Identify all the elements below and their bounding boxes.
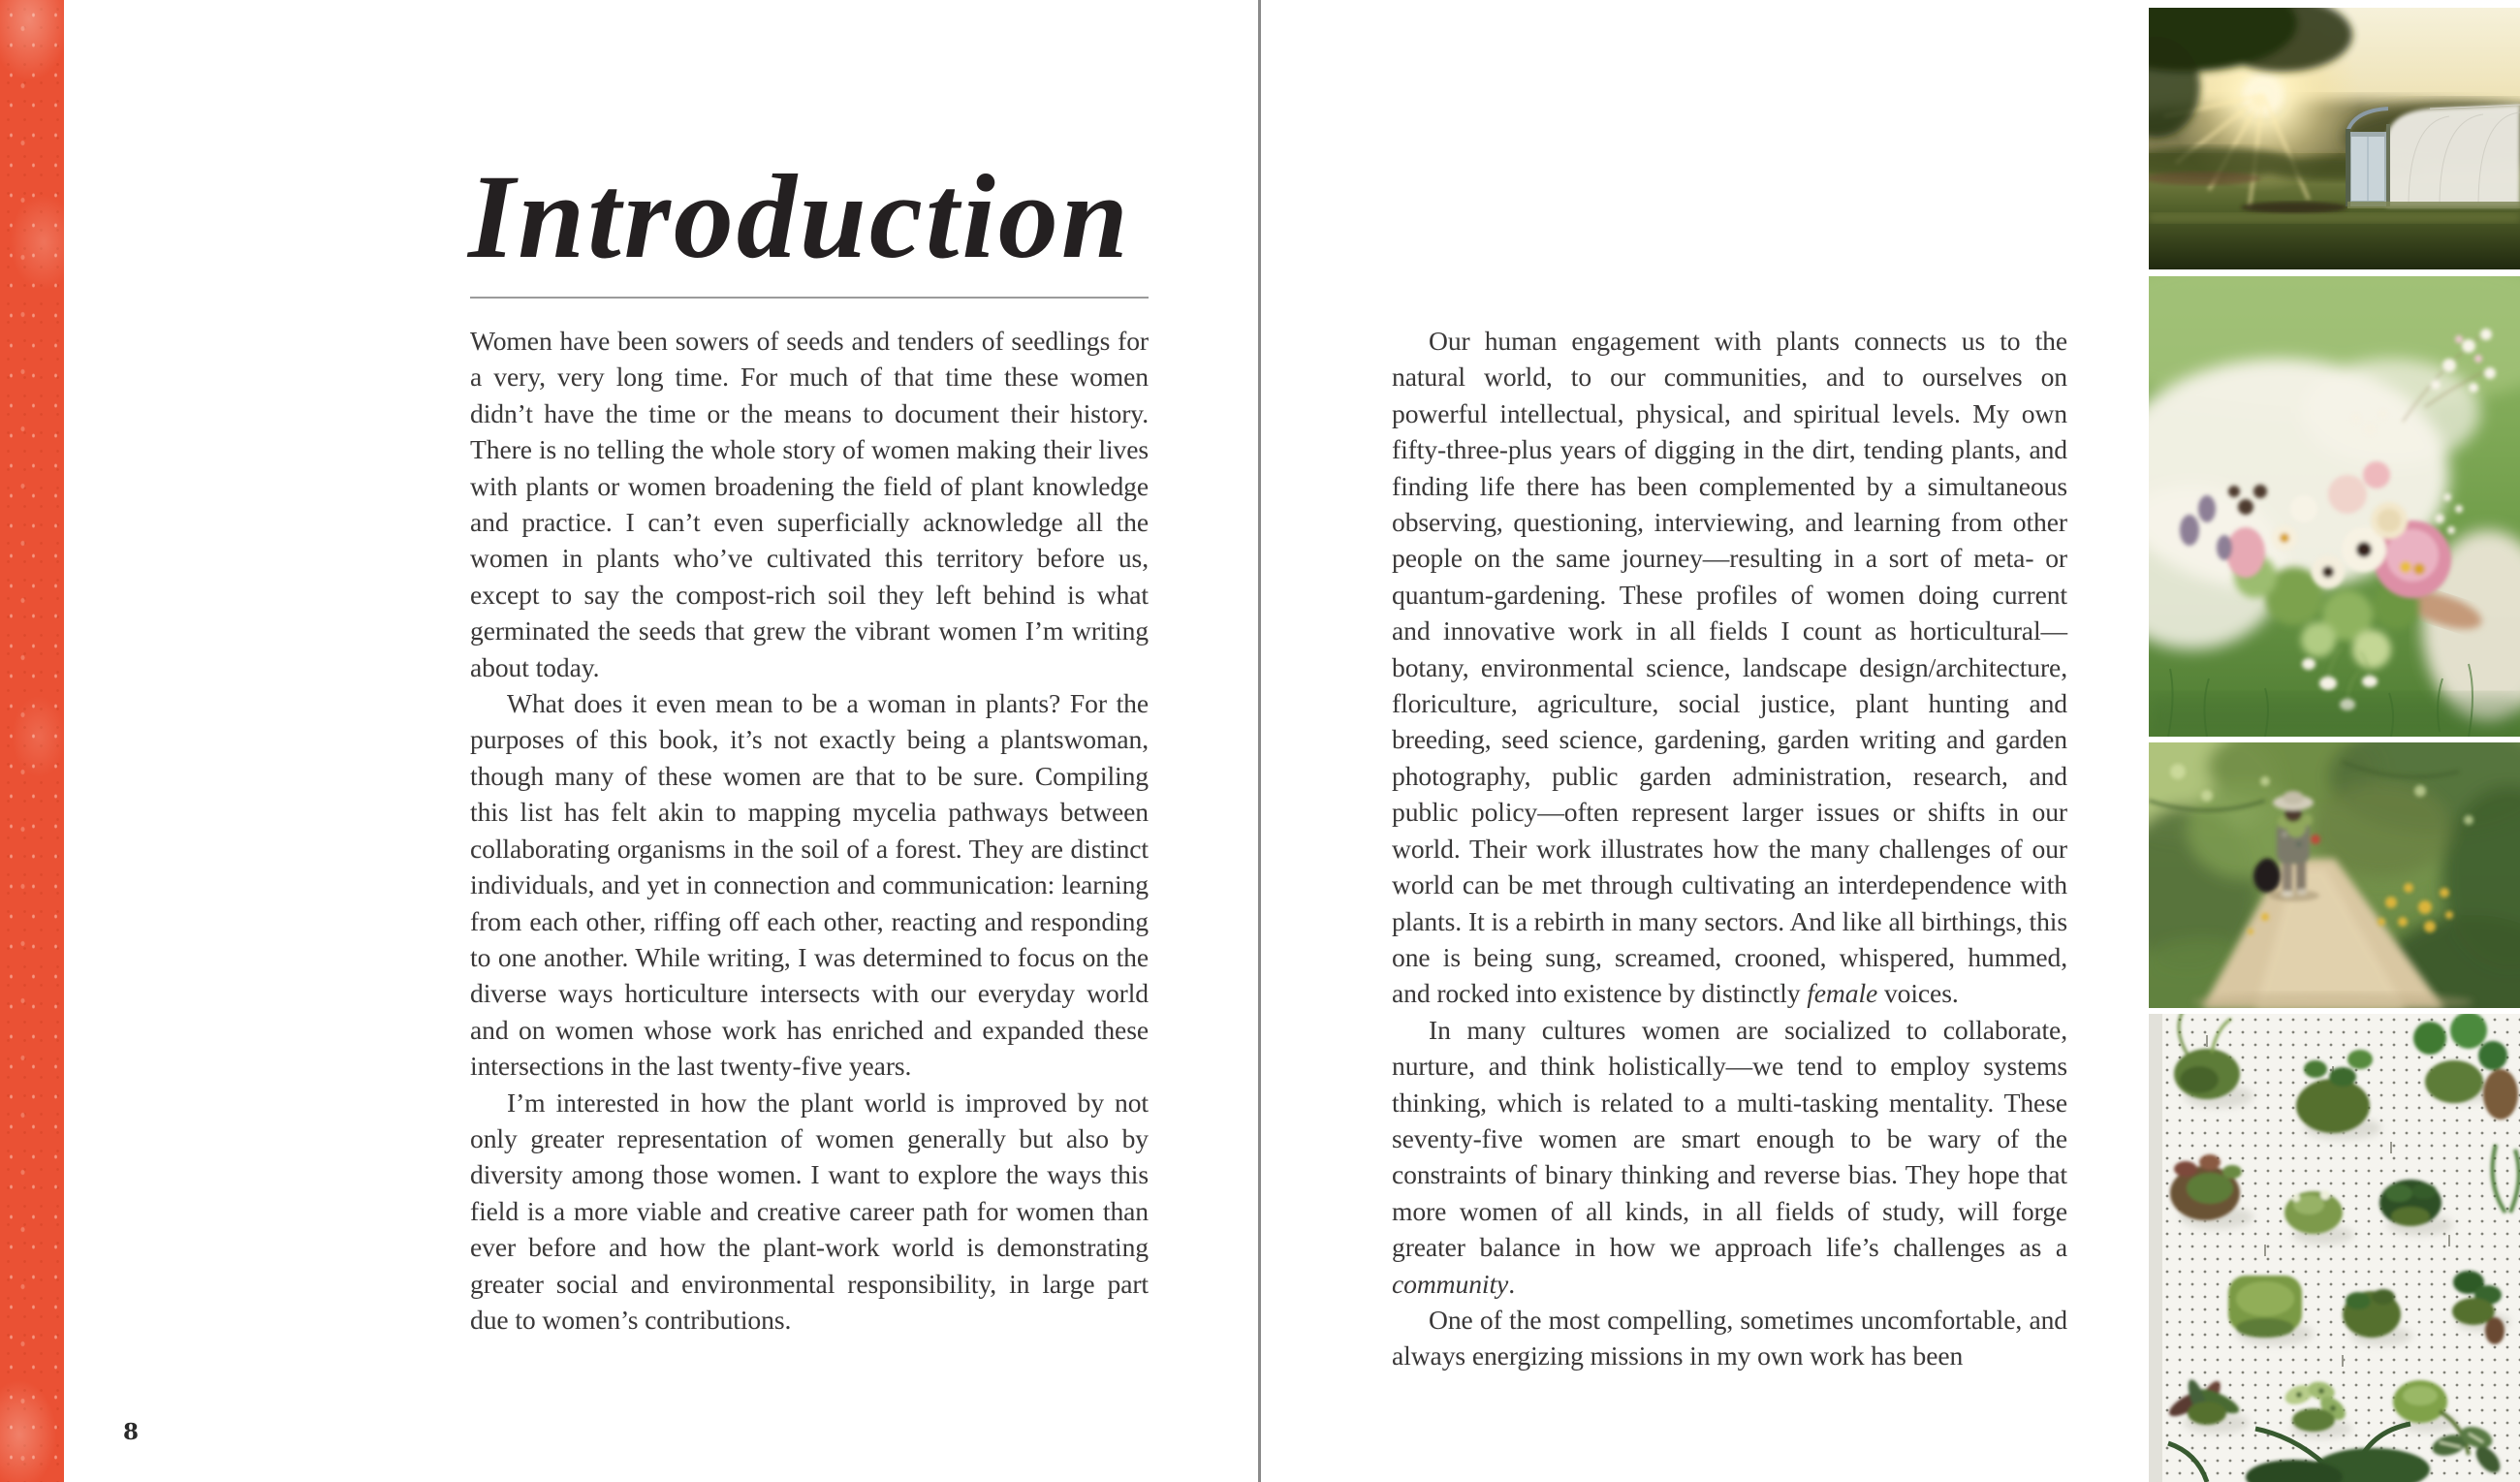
red-accent-strip [0, 0, 64, 1482]
body-paragraph [470, 685, 1149, 1084]
italic-text: female [1807, 978, 1878, 1009]
photo-sunrise-greenhouse [2149, 8, 2520, 269]
body-paragraph [1392, 1302, 2067, 1374]
body-paragraph [470, 323, 1149, 685]
text-run: Our human engagement with plants connects us to the natural world, to our communities, and to ourselves on powerful intellectual, physical, and spiritual levels. My own fifty-three-plus years of digging in the dirt, tending plants, and finding life there has been complemented by a simultaneous observing, questioning, interviewing, and learning from other people on the same journey—resulting in a sort of meta- or quantum-gardening. These profiles of women doing current and innovative work in all fields I count as horticultural—botany, environmental science, landscape design/architecture, floriculture, agriculture, social justice, plant hunting and breeding, seed science, gardening, garden writing and garden photography, public garden administration, research, and public policy—often represent larger issues or shifts in our world. Their work illustrates how the many challenges of our world can be met through cultivating an interdependence with plants. It is a rebirth in many sectors. And like all birthings, this one is being sung, screamed, crooned, whispered, hummed, and rocked into existence by distinctly [1392, 326, 2067, 1009]
right-text-column [1392, 323, 2067, 1374]
body-paragraph [1392, 323, 2067, 1012]
page-number: 8 [123, 1419, 140, 1445]
text-run: In many cultures women are socialized to collaborate, nurture, and think holistically—we tend to employ systems thinking, which is related to a multi-tasking mentality. These seventy-five women are smart enough to be wary of the constraints of binary thinking and reverse bias. They hope that more women of all kinds, in all fields of study, will forge greater balance in how we approach life’s challenges as a [1392, 1014, 2067, 1263]
text-run: voices. [1877, 978, 1959, 1009]
photo-bouquet [2149, 276, 2520, 737]
title-rule [470, 297, 1149, 299]
text-run: One of the most compelling, sometimes uncomfortable, and always energizing missions in my own work has been [1392, 1304, 2067, 1372]
body-paragraph [470, 1085, 1149, 1339]
body-paragraph [1392, 1012, 2067, 1302]
text-run: I’m interested in how the plant world is improved by not only greater representation of women generally but also by diversity among those women. I want to explore the ways this field is a more viable and creative career path for women than ever before and how the plant-work world is demonstrating greater social and environmental responsibility, in large part due to women’s contributions. [470, 1087, 1149, 1335]
text-run: Women have been sowers of seeds and tenders of seedlings for a very, very long time. For much of that time these women didn’t have the time or the means to document their history. There is no telling the whole story of women making their lives with plants or women broadening the field of plant knowledge and practice. I can’t even superficially acknowledge all the women in plants who’ve cultivated this territory before us, except to say the compost-rich soil they left behind is what germinated the seeds that grew the vibrant women I’m writing about today. [470, 326, 1149, 682]
moss-wall-illustration [2149, 1014, 2520, 1482]
left-text-column [470, 323, 1149, 1338]
chapter-title: Introduction [468, 150, 1131, 283]
bouquet-illustration [2149, 276, 2520, 737]
garden-path-illustration [2149, 742, 2520, 1008]
text-run: . [1508, 1268, 1515, 1299]
sunrise-greenhouse-illustration [2149, 8, 2520, 269]
photo-garden-path [2149, 742, 2520, 1008]
photo-moss-wall [2149, 1014, 2520, 1482]
page-gutter-divider [1258, 0, 1261, 1482]
text-run: What does it even mean to be a woman in plants? For the purposes of this book, it’s not exactly being a plantswoman, though many of these women are that to be sure. Compiling this list has felt akin to mapping mycelia pathways between collaborating organisms in the soil of a forest. They are distinct individuals, and yet in connection and communication: learning from each other, riffing off each other, reacting and responding to one another. While writing, I was determined to focus on the diverse ways horticulture intersects with our everyday world and on women whose work has enriched and expanded these intersections in the last twenty-five years. [470, 688, 1149, 1082]
italic-text: community [1392, 1268, 1509, 1299]
